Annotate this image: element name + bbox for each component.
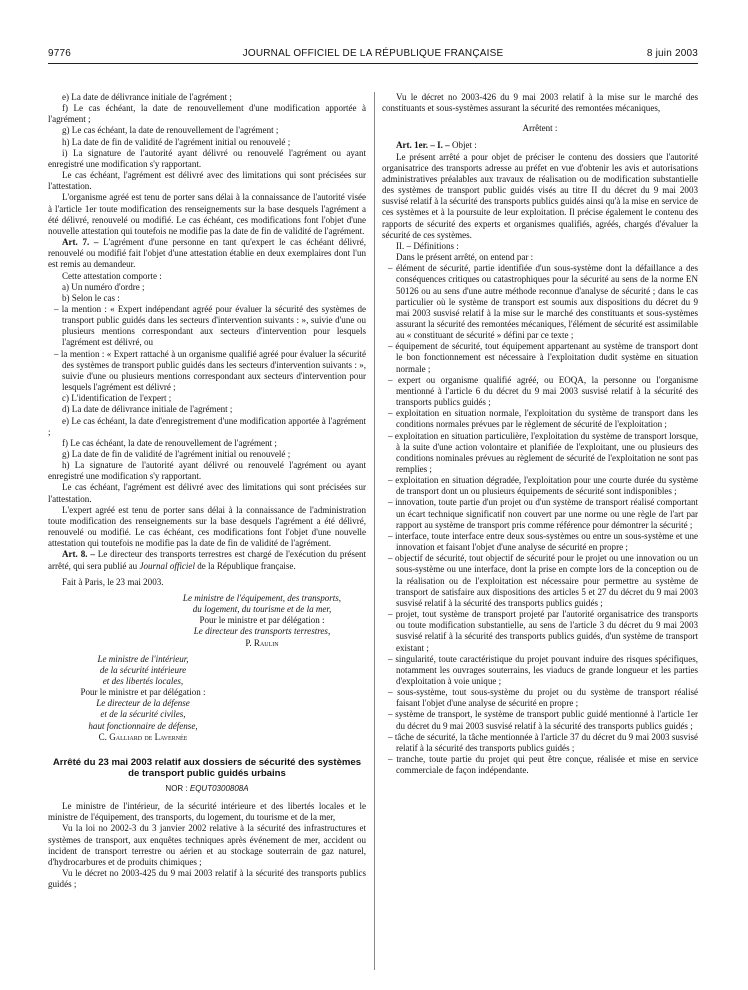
paragraph: Cette attestation comporte :: [62, 270, 162, 281]
definition-item: – exploitation en situation dégradée, l'exploitation pour une courte durée du système de transport dont un ou plusieurs équipements de sécurité sont indisponibles ;: [388, 475, 698, 497]
left-column: [48, 92, 366, 890]
journal-name: Journal officiel: [139, 560, 195, 571]
column-separator: [374, 92, 375, 970]
definition-item: – système de transport, le système de transport public guidé mentionné à l'article 1er du décret du 9 mai 2003 susvisé relatif à la sécurité des transports publics guidés ;: [388, 709, 698, 731]
definition-item: – tranche, toute partie du projet qui peut être conçue, réalisée et mise en service commerciale de façon indépendante.: [388, 754, 698, 776]
paragraph: Le présent arrêté a pour objet de préciser le contenu des dossiers que l'autorité organisatrice des transports adresse au préfet en vue d'obtenir les avis et autorisations administratives préalables aux travaux de réalisation ou de modification substantielle des systèmes de transport public guidés visés au titre II du décret du 9 mai 2003 susvisé relatif à la sécurité des transports publics guidés ainsi qu'à la mise en service de ces systèmes et à la poursuite de leur exploitation. Il précise également le contenu des rapports de sécurité des experts et organismes qualifiés, agréés, chargés d'évaluer la sécurité de ces systèmes.: [382, 151, 698, 240]
definition-item: – élément de sécurité, partie identifiée d'un sous-système dont la défaillance a des conséquences critiques ou catastrophiques pour la sécurité au sens de la norme EN 50126 ou au sens d'une autre méthode reconnue d'analyse de sécurité ; dans le cas particulier où le système de transport est soumis aux dispositions du décret du 9 mai 2003 susvisé relatif à la mise sur le marché des constituants et sous-systèmes assurant la sécurité des remontées mécaniques, l'élément de sécurité est assimilable au « constituant de sécurité » défini par ce texte ;: [388, 263, 698, 341]
definition-item: – exploitation en situation particulière, l'exploitation du système de transport lorsque, à la suite d'une action volontaire et planifiée de l'exploitant, une ou plusieurs des conditions nominales prévues au règlement de sécurité de l'exploitation ne sont pas remplies ;: [388, 430, 698, 474]
signatory-line: Le directeur des transports terrestres,: [193, 626, 331, 637]
signatory-line: Pour le ministre et par délégation :: [199, 615, 325, 626]
list-item: – la mention : « Expert indépendant agréé pour évaluer la sécurité des systèmes de transport public guidés dans les secteurs d'intervention suivants : », suivie d'une ou plusieurs mentions correspondant aux secteurs d'intervention pour lesquels l'agrément est délivré, ou: [54, 303, 366, 348]
signatory-line: et de la sécurité civiles,: [100, 709, 186, 720]
nor-reference: [48, 783, 366, 794]
article-7: [48, 237, 366, 270]
paragraph: i) La signature de l'autorité ayant délivré ou renouvelé l'agrément ou ayant enregistré une modification s'y rapportant.: [48, 147, 366, 169]
signatory-name: P. Raulin: [245, 637, 279, 648]
definition-item: – projet, tout système de transport projeté par l'autorité organisatrice des transports ou toute modification substantielle, au sens de l'article 3 du décret du 9 mai 2003 susvisé relatif à la sécurité des transports publics guidés, d'un système de transport existant ;: [388, 609, 698, 653]
journal-title: JOURNAL OFFICIEL DE LA RÉPUBLIQUE FRANÇAISE: [242, 48, 504, 59]
article-text: de la République française.: [194, 560, 296, 571]
definition-item: – objectif de sécurité, tout objectif de sécurité pour le projet ou une innovation ou un sous-système ou une interface, dont la prise en compte lors de la conception ou de la réalisation ou de l'exploitation est nécessaire pour permettre au système de transport de satisfaire aux dispositions des articles 5 et 27 du décret du 9 mai 2003 susvisé relatif à la sécurité des transports publics guidés ;: [388, 553, 698, 608]
paragraph: f) Le cas échéant, la date de renouvellement d'une modification apportée à l'agrément ;: [48, 103, 366, 125]
paragraph: L'expert agréé est tenu de porter sans délai à la connaissance de l'administration toute modification des renseignements sur la base desquels l'agrément a été délivré, renouvelé ou modifié. Le cas échéant, ces modifications font l'objet d'une nouvelle attestation qui toutefois ne modifie pas la date de fin de validité de l'agrément.: [48, 504, 366, 549]
nor-label: NOR :: [165, 783, 190, 793]
paragraph: g) Le cas échéant, la date de renouvellement de l'agrément ;: [62, 125, 279, 136]
paragraph: e) Le cas échéant, la date d'enregistrement d'une modification apportée à l'agrément ;: [48, 415, 366, 437]
signatory-line: Le directeur de la défense: [96, 698, 190, 709]
paragraph: Vu la loi no 2002-3 du 3 janvier 2002 relative à la sécurité des infrastructures et systèmes de transport, aux enquêtes techniques après événement de mer, accident ou incident de transport terrestre ou aérien et au stockage souterrain de gaz naturel, d'hydrocarbures et de produits chimiques ;: [48, 823, 366, 867]
article-text: Objet :: [449, 140, 477, 151]
signatory-name: C. Galliard de Lavernée: [98, 731, 188, 742]
article-1: [382, 140, 698, 151]
article-8: [48, 549, 366, 571]
nor-code: EQUT0300808A: [189, 783, 249, 793]
definition-item: – sous-système, tout sous-système du projet ou du système de transport réalisé faisant l'objet d'une analyse de sécurité en propre ;: [388, 687, 698, 709]
page-number: 9776: [48, 48, 72, 59]
article-heading: Art. 7. –: [62, 237, 99, 248]
article-text: Le directeur des transports terrestres est chargé de l'exécution du présent arrêté, qui sera publié au: [48, 549, 366, 571]
definition-item: – expert ou organisme qualifié agréé, ou EOQA, la personne ou l'organisme mentionné à l'article 6 du décret du 9 mai 2003 susvisé relatif à la sécurité des transports publics guidés ;: [388, 374, 698, 408]
paragraph: h) La signature de l'autorité ayant délivré ou renouvelé l'agrément ou ayant enregistré une modification s'y rapportant.: [48, 460, 366, 482]
definition-item: – singularité, toute caractéristique du projet pouvant induire des risques spécifiques, notamment les ouvrages souterrains, les viaducs de grande longueur et les parties d'exploitation à voie unique ;: [388, 653, 698, 686]
definition-item: – exploitation en situation normale, l'exploitation du système de transport dans les conditions normales prévues par le règlement de sécurité de l'exploitation ;: [388, 408, 698, 430]
decree-heading: Arrêtent :: [522, 123, 558, 134]
definition-item: – tâche de sécurité, la tâche mentionnée à l'article 37 du décret du 9 mai 2003 susvisé relatif à la sécurité des transports publics guidés ;: [388, 731, 698, 753]
article-heading: Art. 1er. – I. –: [396, 140, 450, 151]
paragraph: a) Un numéro d'ordre ;: [62, 281, 145, 292]
paragraph: Le cas échéant, l'agrément est délivré avec des limitations qui sont précisées sur l'attestation.: [48, 482, 366, 504]
signatory-line: Le ministre de l'intérieur,: [97, 653, 189, 664]
definition-item: – innovation, toute partie d'un projet ou d'un système de transport réalisé comportant un écart technique significatif non couvert par une norme ou une règle de l'art par rapport au système de transport pris comme référence pour démontrer la sécurité ;: [388, 497, 698, 530]
paragraph: Le cas échéant, l'agrément est délivré avec des limitations qui sont précisées sur l'attestation.: [48, 170, 366, 192]
paragraph: Vu le décret no 2003-425 du 9 mai 2003 relatif à la sécurité des transports publics guidés ;: [48, 868, 366, 890]
paragraph: h) La date de fin de validité de l'agrément initial ou renouvelé ;: [62, 136, 291, 147]
decree-title: Arrêté du 23 mai 2003 relatif aux dossiers de sécurité des systèmes de transport public guidés urbains: [52, 756, 362, 780]
paragraph: Dans le présent arrêté, on entend par :: [396, 252, 534, 263]
paragraph: e) La date de délivrance initiale de l'agrément ;: [62, 92, 232, 102]
article-text: L'agrément d'une personne en tant qu'expert le cas échéant délivré, renouvelé ou modifié fait l'objet d'une attestation établie en deux exemplaires dont l'un est remis au demandeur.: [48, 237, 366, 270]
signatory-line: et des libertés locales,: [102, 675, 184, 686]
paragraph: Le ministre de l'intérieur, de la sécurité intérieure et des libertés locales et le ministre de l'équipement, des transports, du logement, du tourisme et de la mer,: [48, 801, 366, 823]
list-item: – la mention : « Expert rattaché à un organisme qualifié agréé pour évaluer la sécurité des systèmes de transport public guidés dans les secteurs d'intervention suivants : », suivie d'une ou plusieurs mentions correspondant aux secteurs d'intervention pour lesquels l'agrément est délivré ;: [54, 348, 366, 393]
paragraph: Vu le décret no 2003-426 du 9 mai 2003 relatif à la mise sur le marché des constituants et sous-systèmes assurant la sécurité des remontées mécaniques,: [382, 92, 698, 114]
issue-date: 8 juin 2003: [646, 48, 698, 59]
paragraph: f) Le cas échéant, la date de renouvellement de l'agrément ;: [62, 437, 277, 448]
signing-place-date: Fait à Paris, le 23 mai 2003.: [62, 576, 164, 587]
signature-block-equipment: [48, 593, 366, 649]
section-heading: II. – Définitions :: [396, 240, 459, 251]
header-rule: [48, 63, 698, 64]
paragraph: d) La date de délivrance initiale de l'agrément ;: [62, 404, 233, 415]
signatory-line: de la sécurité intérieure: [99, 664, 187, 675]
signatory-line: haut fonctionnaire de défense,: [88, 720, 198, 731]
signatory-line: Le ministre de l'équipement, des transports,: [182, 592, 342, 603]
definition-item: – interface, toute interface entre deux sous-systèmes ou entre un sous-système et une innovation et faisant l'objet d'une analyse de sécurité en propre ;: [388, 530, 698, 553]
right-column: [382, 92, 698, 776]
signatory-line: du logement, du tourisme et de la mer,: [192, 604, 332, 615]
signature-block-interior: [48, 654, 238, 743]
paragraph: c) L'identification de l'expert ;: [62, 393, 172, 404]
page-header: [48, 48, 698, 64]
article-heading: Art. 8. –: [62, 549, 95, 560]
paragraph: L'organisme agréé est tenu de porter sans délai à la connaissance de l'autorité visée à l'article 1er toute modification des renseignements sur la base desquels l'agrément a été délivré, renouvelé ou modifié. Le cas échéant, ces modifications font l'objet d'une nouvelle attestation qui toutefois ne modifie pas la date de fin de validité de l'agrément.: [48, 192, 366, 236]
signatory-line: Pour le ministre et par délégation :: [80, 687, 206, 698]
definition-item: – équipement de sécurité, tout équipement appartenant au système de transport dont le bon fonctionnement est nécessaire à l'exploitation dudit système en situation normale ;: [388, 341, 698, 374]
paragraph: g) La date de fin de validité de l'agrément initial ou renouvelé ;: [62, 449, 291, 459]
paragraph: b) Selon le cas :: [62, 292, 120, 303]
